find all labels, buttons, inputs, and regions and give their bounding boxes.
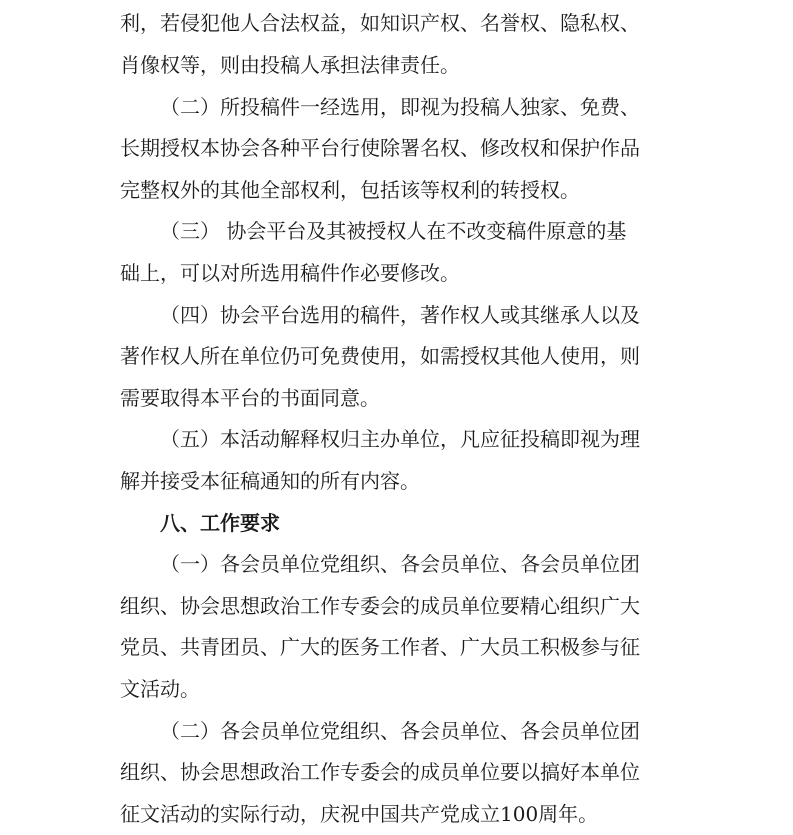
line-text: 著作权人所在单位仍可免费使用，如需授权其他人使用，则 (120, 344, 640, 368)
body-line (0, 543, 793, 585)
line-text: 肖像权等，则由投稿人承担法律责任。 (120, 53, 460, 77)
body-line (0, 294, 793, 336)
line-text: 文活动。 (120, 677, 200, 701)
body-line (0, 335, 793, 377)
line-text: 础上，可以对所选用稿件作必要修改。 (120, 261, 460, 285)
line-text: （四）协会平台选用的稿件，著作权人或其继承人以及 (160, 303, 640, 327)
line-text: 需要取得本平台的书面同意。 (120, 386, 380, 410)
body-line (0, 418, 793, 460)
heading-text: 八、工作要求 (160, 511, 280, 535)
body-line (0, 169, 793, 211)
body-line (0, 668, 793, 710)
body-line (0, 44, 793, 86)
line-text: （二）各会员单位党组织、各会员单位、各会员单位团 (160, 719, 640, 743)
line-text: 组织、协会思想政治工作专委会的成员单位要以搞好本单位 (120, 760, 640, 784)
line-text: （五）本活动解释权归主办单位，凡应征投稿即视为理 (160, 427, 640, 451)
line-text: 解并接受本征稿通知的所有内容。 (120, 469, 420, 493)
body-line (0, 2, 793, 44)
body-line (0, 377, 793, 419)
body-line (0, 793, 793, 835)
line-text: （三） 协会平台及其被授权人在不改变稿件原意的基 (160, 219, 627, 243)
body-line (0, 460, 793, 502)
body-line (0, 252, 793, 294)
line-text: 组织、协会思想政治工作专委会的成员单位要精心组织广大 (120, 594, 640, 618)
line-text: 征文活动的实际行动，庆祝中国共产党成立100周年。 (120, 802, 599, 826)
line-text: 党员、共青团员、广大的医务工作者、广大员工积极参与征 (120, 635, 640, 659)
line-text: 长期授权本协会各种平台行使除署名权、修改权和保护作品 (120, 136, 640, 160)
line-text: （一）各会员单位党组织、各会员单位、各会员单位团 (160, 552, 640, 576)
line-text: 利，若侵犯他人合法权益，如知识产权、名誉权、隐私权、 (120, 11, 640, 35)
line-text: （二）所投稿件一经选用，即视为投稿人独家、免费、 (160, 95, 640, 119)
body-line (0, 127, 793, 169)
body-line (0, 210, 793, 252)
line-text: 完整权外的其他全部权利，包括该等权利的转授权。 (120, 178, 580, 202)
body-line (0, 626, 793, 668)
body-line (0, 710, 793, 752)
section-heading (0, 502, 793, 544)
body-line (0, 585, 793, 627)
body-line (0, 86, 793, 128)
body-line (0, 751, 793, 793)
